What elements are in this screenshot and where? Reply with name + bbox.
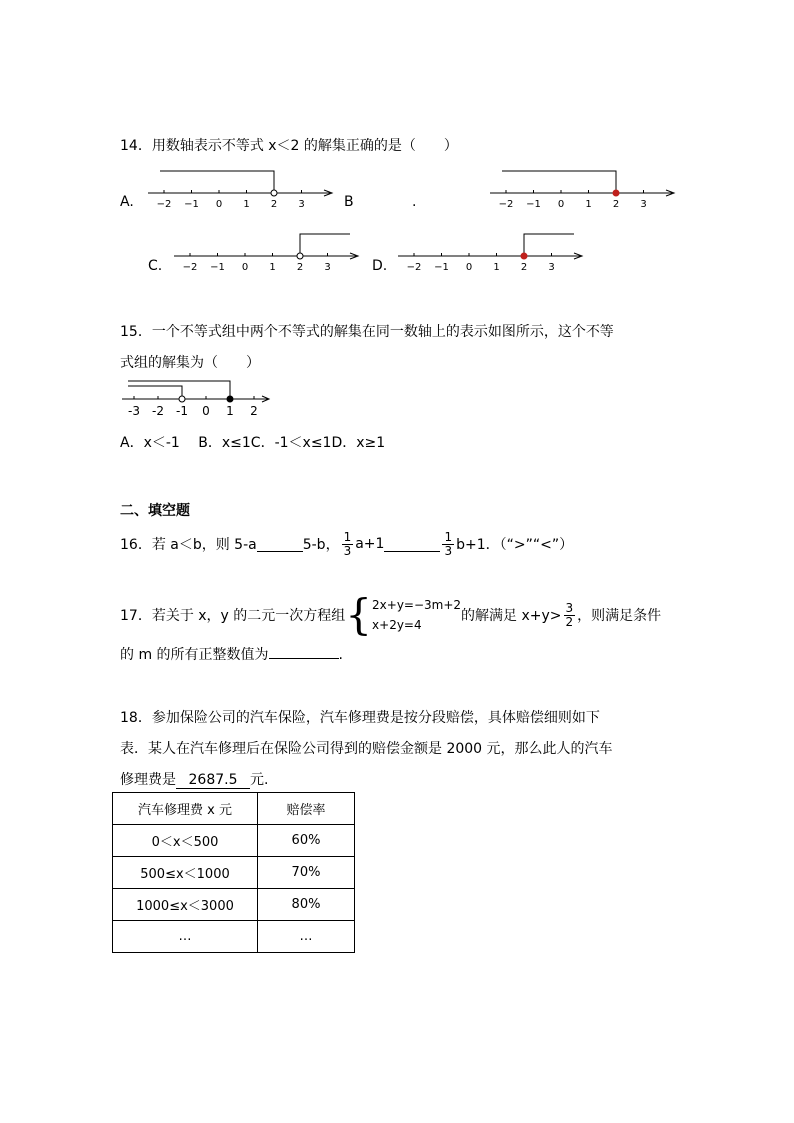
tick-label: 2 [520,262,528,273]
q17-prefix: 17．若关于 x，y 的二元一次方程组 [120,608,346,624]
q17-line2 [120,644,343,664]
number-line-q15 [118,378,278,420]
solution-ray [160,171,274,193]
tick-label: 3 [324,262,331,273]
q14-option-b-dot: . [412,194,417,210]
equation-1: 2x+y=−3m+2 [372,598,462,612]
tick-label: 3 [298,199,305,210]
table-cell: 80% [258,889,355,921]
compensation-table [112,792,355,953]
table-cell: 70% [258,857,355,889]
equation-system [372,595,461,635]
tick-label: 0 [557,199,565,210]
solution-ray [300,234,350,256]
table-header-row [113,793,355,825]
tick-label: 1 [243,199,250,210]
tick-label: −1 [434,262,449,273]
tick-label: -3 [128,404,140,418]
tick-label: 1 [493,262,500,273]
tick-label: 1 [585,199,592,210]
tick-label: 2 [250,404,258,418]
tick-label: −2 [498,199,514,210]
solution-ray [524,234,574,256]
q15-stem-line1: 15．一个不等式组中两个不等式的解集在同一数轴上的表示如图所示，这个不等 [120,324,614,340]
q17-line2-prefix: 的 m 的所有正整数值为 [120,647,269,663]
q18-answer[interactable]: 2687.5 [176,772,250,789]
tick-label: 0 [215,199,223,210]
number-line-d [396,228,586,273]
q16-part3: a+1 [355,536,385,552]
table-row [113,825,355,857]
endpoint-dot [179,396,185,402]
tick-label: −1 [210,262,225,273]
table-cell: 500≤x＜1000 [113,857,258,889]
frac-denominator: 2 [565,614,574,629]
solution-ray [128,381,230,399]
q14-stem: 14．用数轴表示不等式 x＜2 的解集正确的是（ ） [120,138,458,154]
equation-2: x+2y=4 [372,618,422,632]
frac-denominator: 3 [444,543,453,558]
tick-label: −2 [182,262,198,273]
tick-label: 0 [465,262,473,273]
number-line-c [172,228,362,273]
number-line-b [488,165,678,210]
solution-ray [502,171,616,193]
table-header-cell: 赔偿率 [258,793,355,825]
q14-option-a-label: A. [120,194,134,210]
q15-options: A．x＜-1 B．x≤1C．-1＜x≤1D．x≥1 [120,435,386,451]
q15-stem-line2: 式组的解集为（ ） [120,355,260,371]
frac-numerator: 1 [444,529,453,544]
endpoint-dot [227,396,233,402]
q17-line2-suffix: . [338,647,343,663]
table-cell: 0＜x＜500 [113,825,258,857]
frac-numerator: 1 [343,529,352,544]
solution-ray [128,386,182,399]
tick-label: -2 [152,404,164,418]
q16-part2: 5-b， [302,537,340,553]
q16-blank-2[interactable] [384,537,440,552]
table-row [113,889,355,921]
table-row [113,921,355,953]
endpoint-dot [613,190,619,196]
tick-label: 2 [270,199,278,210]
q17-fraction [564,602,576,629]
q18-line3 [120,769,268,789]
tick-label: 0 [241,262,249,273]
q18-line3-suffix: 元. [250,772,269,788]
q16-fraction-2 [442,531,454,558]
q16-fraction-1 [342,531,354,558]
q18-line1: 18．参加保险公司的汽车保险，汽车修理费是按分段赔偿，具体赔偿细则如下 [120,710,600,726]
q17-middle: 的解满足 x+y> [461,608,562,624]
q18-line2: 表．某人在汽车修理后在保险公司得到的赔偿金额是 2000 元，那么此人的汽车 [120,741,613,757]
q16-blank-1[interactable] [257,537,303,552]
endpoint-dot [271,190,277,196]
section-title: 二、填空题 [120,503,190,519]
table-cell: 60% [258,825,355,857]
tick-label: 1 [269,262,276,273]
q17-suffix: ，则满足条件 [577,608,662,624]
tick-label: 0 [202,404,210,418]
tick-label: −2 [406,262,422,273]
tick-label: 2 [296,262,304,273]
tick-label: −2 [156,199,172,210]
q16-part4: b+1．（“>”“<”） [456,537,574,553]
tick-label: −1 [184,199,199,210]
q14-option-d-label: D. [372,258,388,274]
tick-label: 2 [612,199,620,210]
brace-icon: { [345,590,373,639]
number-line-a [146,165,336,210]
tick-label: −1 [526,199,541,210]
q16 [120,528,573,560]
table-header-cell: 汽车修理费 x 元 [113,793,258,825]
frac-numerator: 3 [565,600,574,615]
table-cell: … [113,921,258,953]
q17-blank[interactable] [269,644,339,659]
q14-option-b-label: B [344,194,354,210]
q16-prefix: 16．若 a＜b，则 5-a [120,537,257,553]
tick-label: 3 [640,199,647,210]
tick-label: 3 [548,262,555,273]
frac-denominator: 3 [343,543,352,558]
q14-option-c-label: C. [148,258,163,274]
tick-label: -1 [176,404,188,418]
q17-line1 [120,590,662,639]
table-cell: 1000≤x＜3000 [113,889,258,921]
q18-line3-prefix: 修理费是 [120,772,176,788]
endpoint-dot [297,253,303,259]
table-cell: … [258,921,355,953]
tick-label: 1 [226,404,234,418]
table-row [113,857,355,889]
endpoint-dot [521,253,527,259]
